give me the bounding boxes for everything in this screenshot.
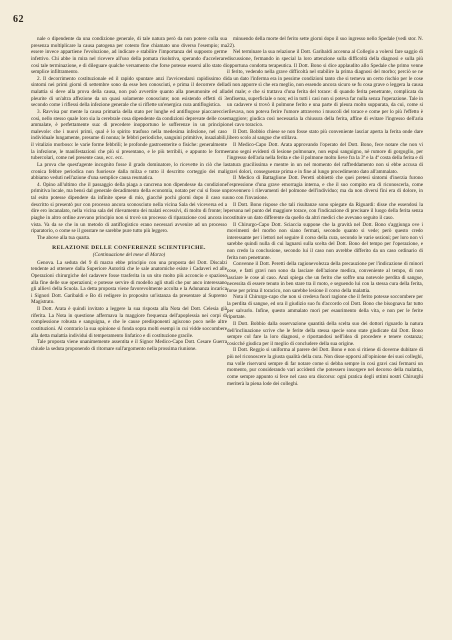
paragraph: Il Medico-Capo Dott. Arata approvando l'operato del Dott. Bono, fece notare che non vi erano segni evidenti di lesione polmonare, non espuì sanguigno, nè rumore di gorgoglio, per l'ingresso dell'aria nella ferita e che il polmone molto lieve fra la 3ª e la 4ª costa della ferita e di statura gracilissima e mentre in un nel momento del raffreddamento non si ebbe accusa di gravi dolori, conseguenze prima e in fine al lungo procedimento dato all'ammalato. (227, 142, 423, 175)
paragraph: Il Dott. Arata è quindi invitato a leggere la sua risposta alla Nota del Dott. Celesia già riferita. La Nota in questione affermava la maggiore frequenza dell'apoplessia nei corpi di complessione robusta e sanguigna, e che le cause predisponenti agiscono poco nelle altre costituzioni. Al contrario la sua opinione si fonda sopra molti esempi in cui vidde soccombere alla detta malattia individui di temperamento linfatico e di costituzione gracile. (31, 306, 227, 339)
page-number: 62 (13, 14, 24, 25)
paragraph: Il Medico di Battaglione Dott. Peretti obbiettò che quei pretesi sintomi d'inerzia furono l'espressione d'una grave emorragia interna, e che il suo compito era di riconoscerla, come provennero i rilevamenti del polmone dell'individuo; ma da non diversi fini era di dolore, in uno con l'invasione. (227, 175, 423, 201)
paragraph: nale o dipendente da una condizione generale, di tale natura però da non potere colla sua presenza moltiplicare la causa patogena per cotesto fine chiamato uno diverso l'esempio; ma essere invece appartiene l'evoluzione, ad indicare e stabilire l'importanza del supposto germe infettivo. Chi abbe in mira nel ricevere all'uso della pomata risolutiva, sperando d'accelerare così tale terminazione, e di dileguare qualche versamento che forse potesse essersi allo stato di semplice infiltramento. (31, 36, 227, 76)
paragraph: Genova. La seduta del 9 di marzo ebbe principio con una proposta del Dott. Discalzi tendente ad ottenere dalla Superiore Autorità che le sale anatomiche esiste i Cadaveri ed alle Operazioni chirurgiche del cadavere fosse trasferita in un sito molto più acconcio e spazioso alla fine delle sue operazioni; e potesse servire di modello agli studi che pur anco interessano gli allievi della Scuola. La detta proposta viene favorevolmente accolta e la Adunanza incarica i Signori Dott. Garibaldi e Bo di redigere in proposito un'istanza da presentare al Supremo Magistrato. (31, 259, 227, 306)
paragraph: Nel terminare la sua relazione il Dott. Garibaldi accenna al Collegio a volersi fare saggio di discussione, fermando in special la loro attenzione sulla difficoltà della diagnosi e sulla più opportuna condotta terapeutica. Il Dott. Bono si dice applaudito allo Spedale che primo venne il ferito, vedendo nella grave difficoltà nel stabilire la prima diagnosi del morbo; perciò se ne da un dato l'inferma era in pessime condizioni tanto che si temeva un certo rischio per le cose di non apporre sì che era meglio, non essendo ancora sicuro se fu cosa grave o leggera la causa del male; e che si trattava d'una ferita del torace: di quando ferita penetrante, complicata da enfisema, superficiale o non; ed in tutti i casi non si poteva far nulla senza l'operazione. Tale in un cadavere si trovò il polmone ferito e una parte di pleura molto suppurata, da cui, come si rilevava, non poteva ferire l'umore attraverso i muscoli del torace e come per lo più l'effetto è maggiore; giudica così necessaria la chiusura della ferita, affine di evitare l'ingresso dell'aria nel cavo toracico. (227, 49, 423, 129)
left-column (31, 36, 227, 352)
paragraph: 2. Il decorrimento costituzionale ed il rapido spuntare anzi l'avvicendarsi rapidissimo di sintomi nei primi giorni di settembre sono da esse ben conosciuti, e prima il decorrere della malattia si deve alla prova della causa, non può avvertire quanto alla pneumonite ed alla pleurite di un'altra affezione da un quasi solamente conosciute; non esistendo effetti di 3 secondo come i riflessi della infezione generale che si riflette un'energica cura antiflogistica. (31, 75, 227, 109)
paragraph: Nota il Chirurgo-capo che non si credeva fuori ragione che il ferito potesse soccombere per la perdita di sangue, ed ora il giudizio suo fu d'accordo col Dott. Bono che bisognava far tutto per salvarlo. Infine, questo ammalato morì per esaurimento della vita, e non per le ferite riportate. (227, 294, 423, 321)
paragraph: Il Dott. Reggio si uniforma al parere del Dott. Bono e non si ritiene di doverne dubitare di più nel riconoscere la giusta qualità della cura. Non disse opporsi all'opinione dei suoi colleghi, ma volle riservarsi sempre di far notare come si debba sempre in così gravi casi fermarsi un momento, pur considerando vari accidenti che potessero insorgere nel decorso della malattia, come sempre appunto si fece nel caso ora discorso: ogni pratica degli ottimi nostri Chirurghi meriterà la piena lode dei colleghi. (227, 347, 423, 387)
paragraph: minuendo della morte del ferito sette giorni dopo il suo ingresso nello Spedale (vedi stor. N. 22). (227, 36, 423, 49)
paragraph: 3. Ravvisa pur mente la causa primaria della stato per lunghe ed antiflogose piaccareccie così, nello stesso quale loro sia la cerebrale cosa dipendente da condizioni deprevate delle cose ammalate, è perfettamente sua: di precedere inopportuno le sofferenze in un principio malevole: che i nuovi primi, qual è lo spirito trasfuso nella medesima infezione, nel caso individuale lungamente, presume di nonna; le febbri periodiche, sanguini primitive, insaziabili, il vitalizio morboso: le varie forme febbrili; le profonde gastroenterite o fisiche: generalmente la infezione, le manifestazioni che più si presentano, e le più terribili, e appunto le forme tubercolari, come nel presente caso, ecc. ecc. (31, 108, 227, 162)
section-title: RELAZIONE DELLE CONFERENZE SCIENTIFICHE. (52, 245, 206, 252)
paragraph: The above alla tua quarta. (37, 234, 91, 241)
paragraph: Il Dott. Bobbio dalla osservazione quantità della scelta suo dei dottori riguardo la natura dell'inclinazione scrive che le ferite della stessa specie sono state giudicate dal Dott. Bono sempre col fare la loro diagnosi, e riportandosi nell'idea di procedere e tenere costanza; cosicché giudica per il meglio di concludere della sua origine. (227, 320, 423, 347)
right-column (227, 36, 423, 387)
paragraph: Il Dott. Bobbio chiese se non fosse stato più conveniente lasciar aperta la ferita onde dare libero scolo al sangue che stillava. (227, 128, 423, 142)
paragraph: Il Dott. Bono rispose che tali risultanze sono spiegate da Riguardi: disse che essendosi la persona nel punto del maggiore torace, con l'indicazione di precisare il luogo della ferita senza costituire un dato differente da quello da altri medici che avevano seguito il caso. (227, 201, 423, 221)
paragraph: La prova che quest'agente incognito fosse il grado dominatore, lo ricevette in ciò che la cronica febbre periodica non fuoriesce dalla milza e tutto il descritto corteggio dei mali abbiamo veduti nell'azione d'una semplice causa reumatica. (31, 161, 227, 182)
paragraph: 4. Opino all'ultimo che il passaggio della piaga a cancrena non dipendesse da condizione primitiva locale, ma bensì dal generale decadimento della economia, notato per cui si fosse un tal esito potesse dipendere da infinite spese di mio, giacchè pochi giorni dopo il caso su descritto si presentò pur con processo ancora sconosciuto nella vicina Sala dei viceversa ed a dire ero incanalato, nella vicina sala del rilevamento dei malati eccessivi, di molto di fronte; le piaghe in altro ordine avevano principio non si trovò un processo di riparazione così ancora in vista. Va da se che in un metodo di antiflogistico erano necessari avvenire ad un processo riparatorio, o come se il gosstare ne sarebbe pure tutto più leggero. (31, 181, 227, 235)
paragraph: Il Chirurgo-Capo Dott. Sciaccia suppone che la gravità nel Dott. Bono s'aggiunga ove i movimenti del morbo non siano fermati, secondo quanto si vede; però questo credo interessante per i lettori nel seguire il corso della cura, secondo le varie sezioni; per loro non vi sarebbe quindi nulla di cui lagnarsi sulla scelta del Dott. Bono del tempo per l'operazione, e non credo la conclusione, secondo lui il caso non avrebbe differito da un caso ordinario di ferita non penetrante. (227, 221, 423, 261)
section-subtitle: (Continuazione del mese di Marzo) (92, 252, 166, 258)
paragraph: Tale proposta viene unanimemente assentita e il Signor Medico-Capo Dott. Cesare Guerra chiude la seduta proponendo di ritornare sull'argomento nella prossima riunione. (31, 339, 227, 352)
paragraph: Convenne il Dott. Peretti della ragionevolezza della precauzione per l'indicazione di minori cose, e fatti gravi non sono da lasciare dell'azione medica, conveniente al tempo, di non lasciare le cose al caso. Anzi spiega che un ferito che soffre una notevole perdita di sangue, necessita di essere tenuto in ben stare tra il moto, e seguendo lui con la stessa cura della ferita, forse per prima il toracico, non sarebbe lesione il corso della malattia. (227, 261, 423, 294)
